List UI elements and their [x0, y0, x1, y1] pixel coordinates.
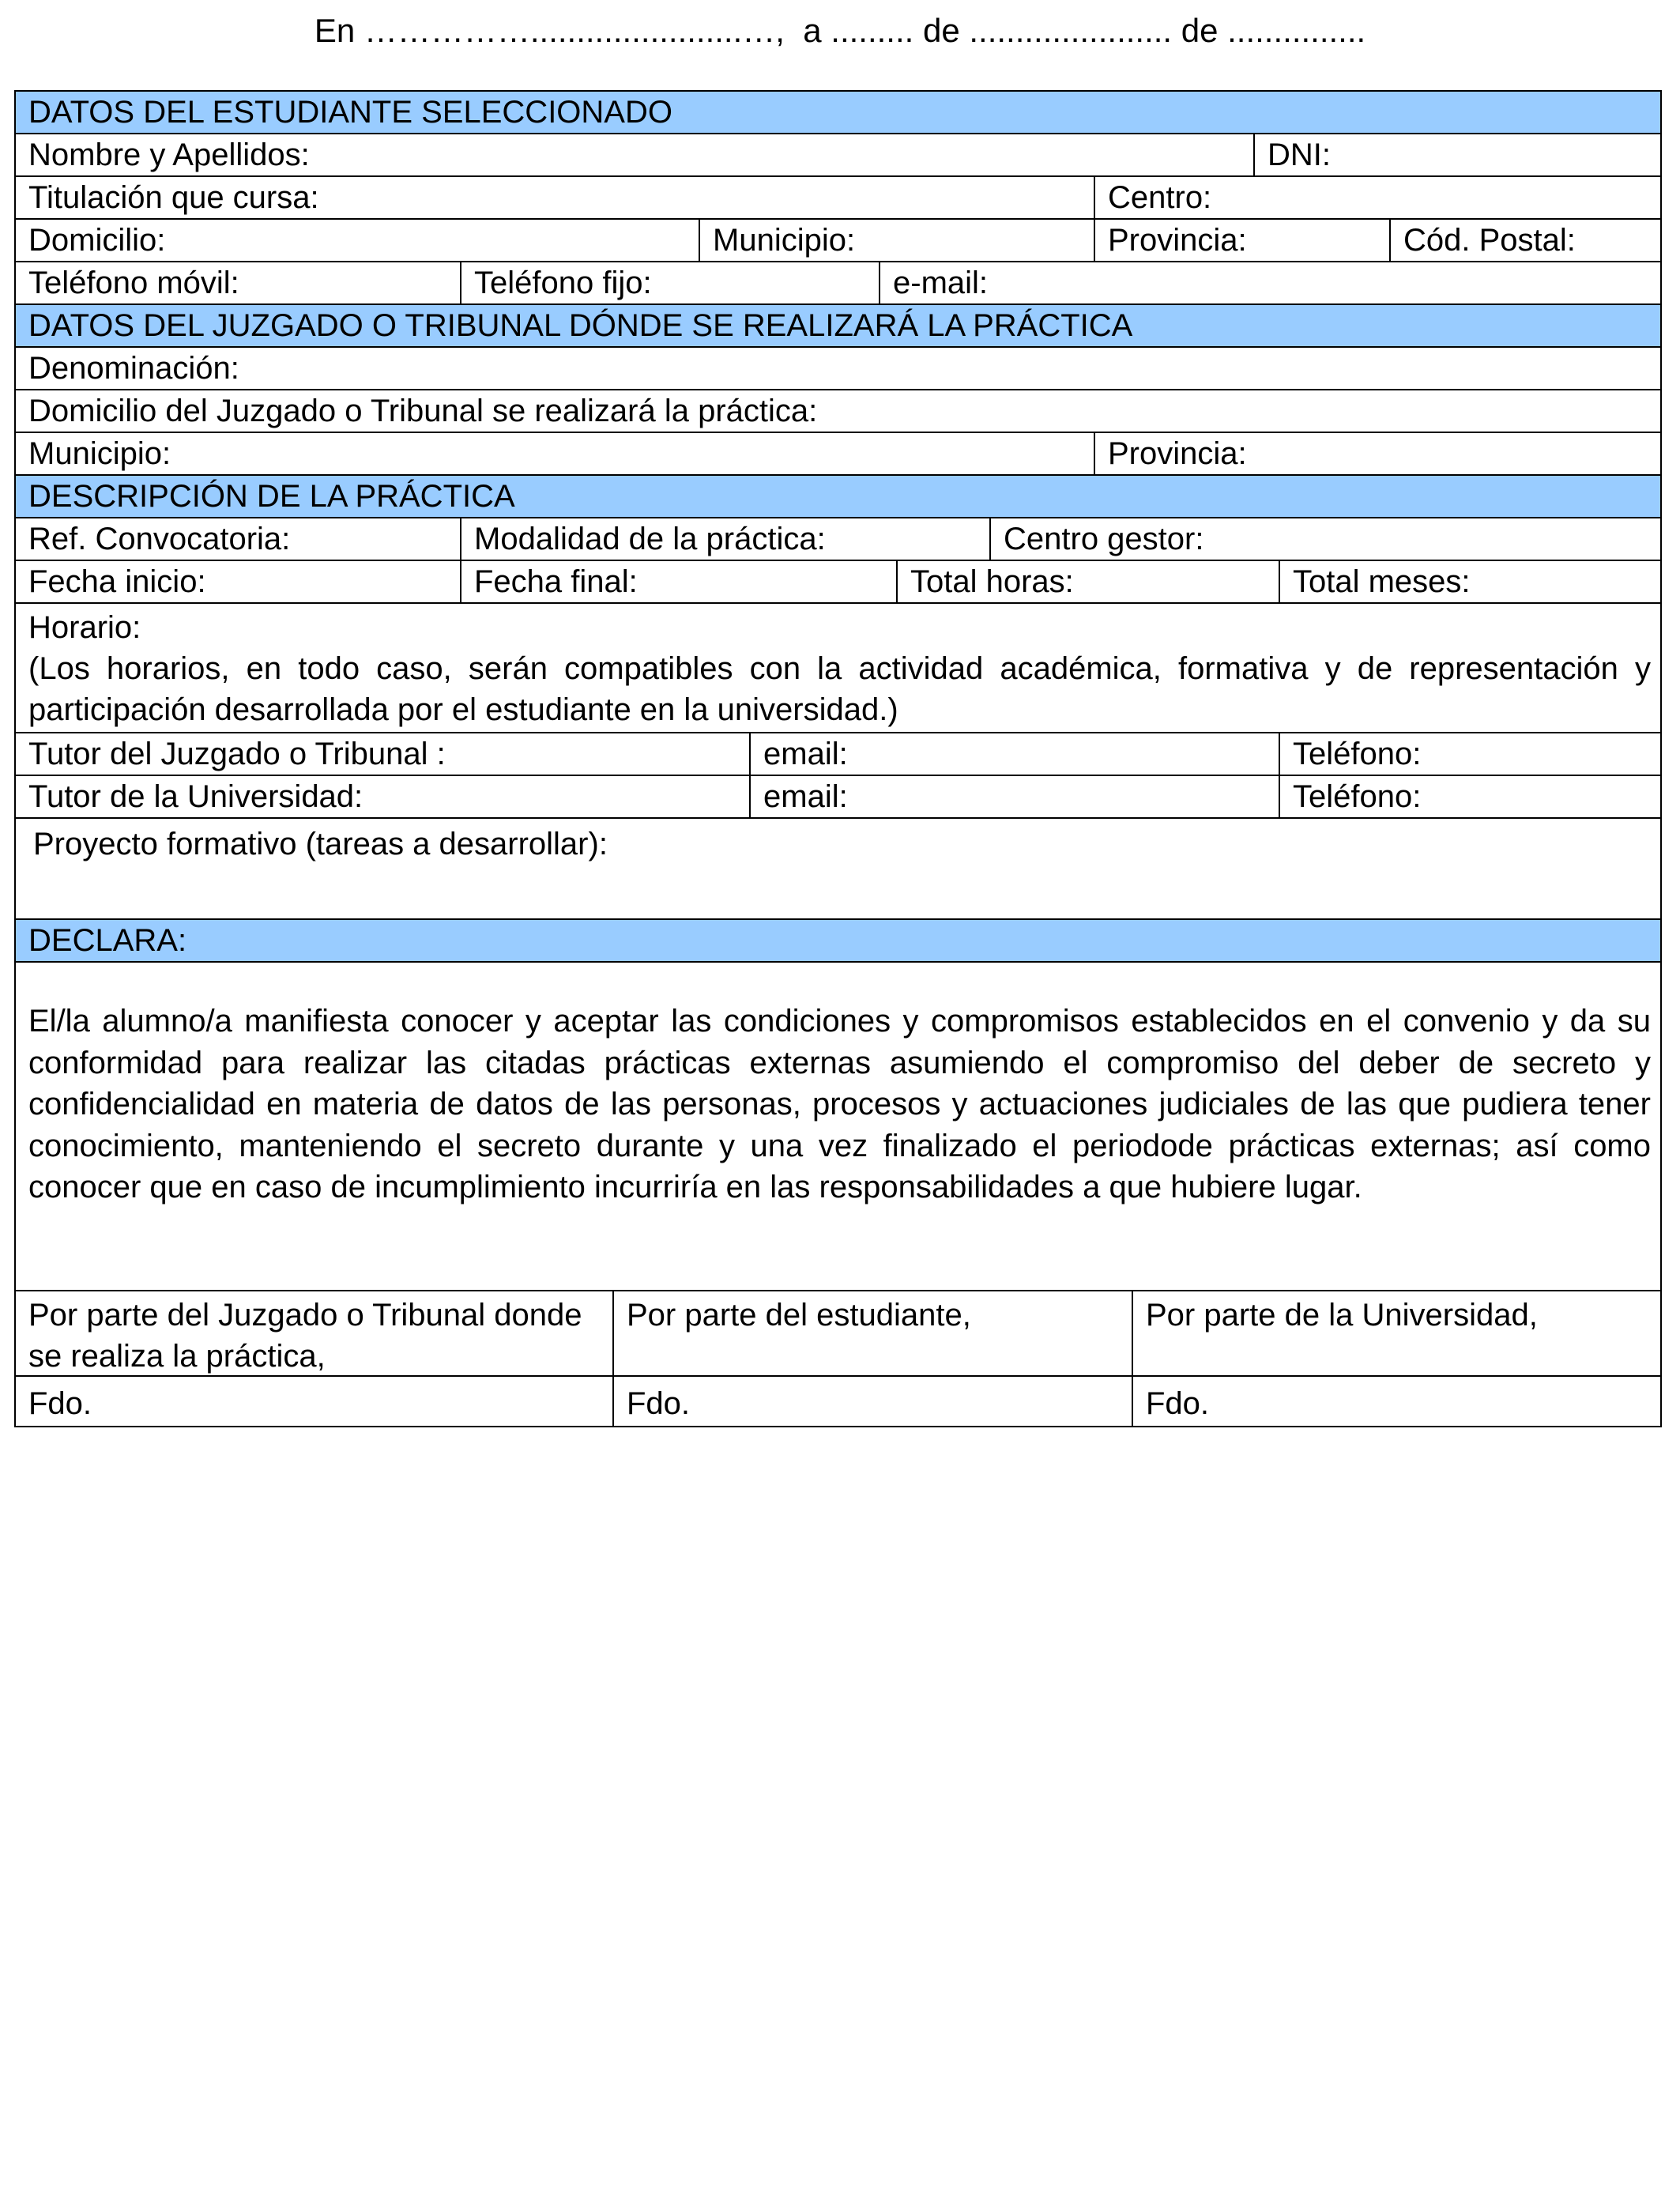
court-section-header-row: [16, 305, 1660, 348]
student-postal-code-field[interactable]: Cód. Postal:: [1403, 223, 1576, 258]
student-degree-row: [16, 177, 1660, 220]
court-location-row: [16, 433, 1660, 476]
student-name-row: [16, 134, 1660, 177]
training-project-field[interactable]: Proyecto formativo (tareas a desarrollar):: [33, 827, 608, 861]
university-tutor-row: [16, 776, 1660, 819]
practice-reference-row: [16, 518, 1660, 561]
court-province-field[interactable]: Provincia:: [1108, 436, 1247, 471]
court-municipality-field[interactable]: Municipio:: [16, 433, 1095, 474]
court-section-header: DATOS DEL JUZGADO O TRIBUNAL DÓNDE SE REALIZARÁ LA PRÁCTICA: [28, 308, 1133, 343]
practice-dates-row: [16, 561, 1660, 604]
student-address-field[interactable]: Domicilio:: [16, 220, 700, 261]
student-section-header-row: [16, 92, 1660, 134]
student-phone-row: [16, 262, 1660, 305]
practice-manager-field[interactable]: Centro gestor:: [1004, 522, 1204, 556]
practice-schedule-label: Horario:: [28, 610, 141, 645]
declaration-header-row: [16, 920, 1660, 963]
practice-schedule-field[interactable]: [16, 604, 1660, 732]
training-project-row: [16, 819, 1660, 920]
student-email-field[interactable]: e-mail:: [893, 266, 989, 300]
student-name-field[interactable]: Nombre y Apellidos:: [16, 134, 1255, 175]
student-degree-field[interactable]: Titulación que cursa:: [16, 177, 1095, 218]
university-tutor-phone-field[interactable]: Teléfono:: [1293, 779, 1422, 814]
signature-fdo-row: [16, 1377, 1660, 1426]
declaration-body-row: [16, 963, 1660, 1291]
court-tutor-phone-field[interactable]: Teléfono:: [1293, 737, 1422, 771]
student-address-row: [16, 220, 1660, 262]
student-province-field[interactable]: Provincia:: [1095, 220, 1391, 261]
court-denomination-field[interactable]: Denominación:: [28, 351, 239, 386]
student-landline-field[interactable]: Teléfono fijo:: [461, 262, 880, 303]
practice-schedule-row: [16, 604, 1660, 733]
declaration-text: El/la alumno/a manifiesta conocer y aceptar las condiciones y compromisos establecidos en el convenio y da su conformidad para realizar las citadas prácticas externas asumiendo el compromiso del deber de secreto y confidencialidad en materia de datos de las personas, procesos y actuaciones judiciales de las que pudiera tener conocimiento, manteniendo el secreto durante y una vez finalizado el periodode prácticas externas; así como conocer que en caso de incumplimiento incurriría en las responsabilidades a que hubiere lugar.: [28, 1004, 1651, 1204]
student-section-header: DATOS DEL ESTUDIANTE SELECCIONADO: [28, 95, 672, 130]
signature-labels-row: [16, 1291, 1660, 1377]
court-address-field[interactable]: Domicilio del Juzgado o Tribunal se realizará la práctica:: [28, 394, 818, 428]
practice-total-months-field[interactable]: Total meses:: [1293, 564, 1471, 599]
practice-section-header-row: [16, 476, 1660, 518]
student-center-field[interactable]: Centro:: [1108, 180, 1212, 215]
signature-university-fdo[interactable]: Fdo.: [1146, 1386, 1210, 1421]
practice-section-header: DESCRIPCIÓN DE LA PRÁCTICA: [28, 479, 515, 514]
practice-start-date-field[interactable]: Fecha inicio:: [16, 561, 461, 602]
signature-court-fdo[interactable]: Fdo.: [16, 1377, 614, 1426]
practice-agreement-form: [14, 90, 1662, 1427]
student-mobile-field[interactable]: Teléfono móvil:: [16, 262, 461, 303]
university-tutor-email-field[interactable]: email:: [751, 776, 1280, 817]
court-tutor-row: [16, 733, 1660, 776]
practice-end-date-field[interactable]: Fecha final:: [461, 561, 898, 602]
university-tutor-field[interactable]: Tutor de la Universidad:: [16, 776, 751, 817]
court-tutor-field[interactable]: Tutor del Juzgado o Tribunal :: [16, 733, 751, 775]
student-dni-field[interactable]: DNI:: [1268, 138, 1331, 172]
practice-total-hours-field[interactable]: Total horas:: [898, 561, 1280, 602]
practice-modality-field[interactable]: Modalidad de la práctica:: [461, 518, 991, 560]
date-line: En …………….......................…, a ......... de ...................... de ...............: [314, 12, 1366, 49]
court-tutor-email-field[interactable]: email:: [751, 733, 1280, 775]
declaration-header: DECLARA:: [28, 923, 187, 958]
student-municipality-field[interactable]: Municipio:: [700, 220, 1095, 261]
court-address-row: [16, 390, 1660, 433]
practice-schedule-note: (Los horarios, en todo caso, serán compatibles con la actividad académica, formativa y de representación y participación desarrollada por el estudiante en la universidad.): [28, 651, 1651, 727]
signature-student-label: Por parte del estudiante,: [614, 1291, 1133, 1375]
signature-university-label: Por parte de la Universidad,: [1146, 1298, 1538, 1333]
practice-reference-field[interactable]: Ref. Convocatoria:: [16, 518, 461, 560]
signature-student-fdo[interactable]: Fdo.: [614, 1377, 1133, 1426]
signature-court-label: Por parte del Juzgado o Tribunal donde se realiza la práctica,: [16, 1291, 614, 1375]
court-denomination-row: [16, 348, 1660, 390]
